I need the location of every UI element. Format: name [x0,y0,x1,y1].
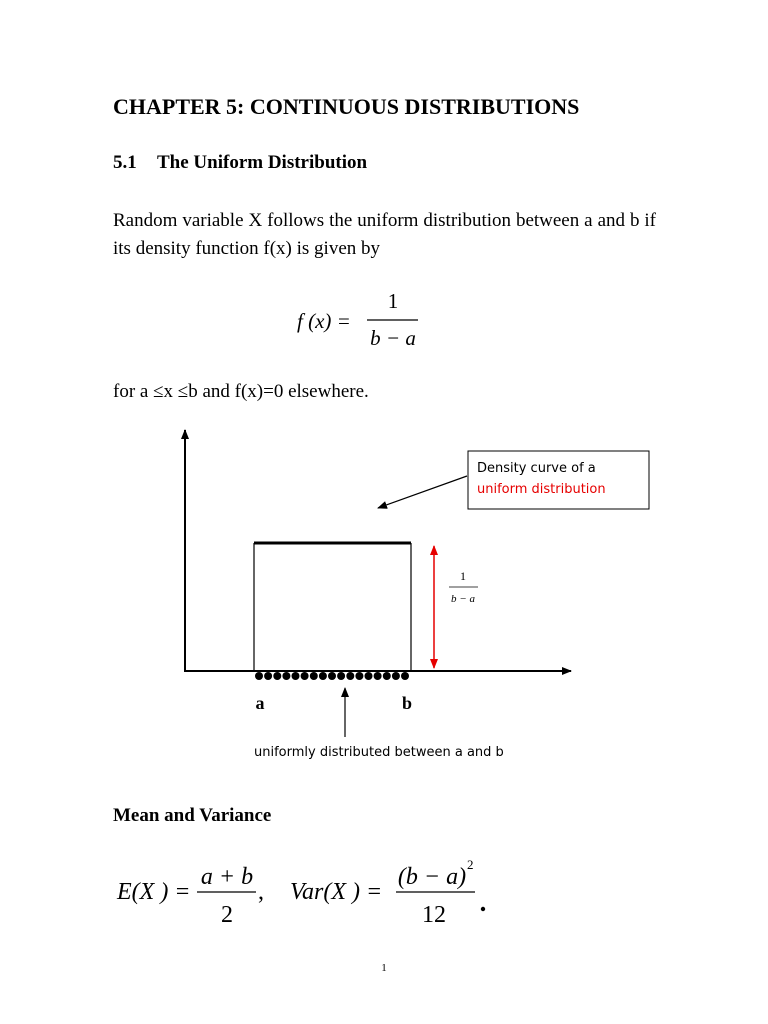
callout-line-1: Density curve of a [477,461,596,476]
height-label-numerator: 1 [460,569,466,583]
height-label-denominator: b − a [451,593,475,605]
var-numerator: (b − a) [397,864,467,890]
chapter-title: CHAPTER 5: CONTINUOUS DISTRIBUTIONS [113,94,580,119]
var-exponent: 2 [467,857,474,872]
density-formula-lhs: f (x) = [297,309,351,333]
bottom-caption: uniformly distributed between a and b [254,745,504,760]
ex-comma: , [258,879,264,905]
section-title: The Uniform Distribution [157,152,368,173]
mean-variance-heading: Mean and Variance [113,805,272,826]
label-b: b [401,693,413,713]
callout-line-2: uniform distribution [477,482,606,497]
var-denominator: 12 [422,902,446,928]
support-condition: for a ≤x ≤b and f(x)=0 elsewhere. [113,381,369,402]
density-formula-numerator: 1 [387,289,399,313]
label-a: a [255,693,265,713]
section-number: 5.1 [113,152,137,173]
var-lhs: Var(X ) = [290,879,383,905]
intro-paragraph: Random variable X follows the uniform distribution between a and b if its density function f(x) is given by [113,210,656,259]
ex-numerator: a + b [200,864,254,890]
period-dot [481,907,485,911]
page-number: 1 [381,962,387,974]
density-formula-denominator: b − a [370,326,416,350]
ex-lhs: E(X ) = [117,879,191,905]
ex-denominator: 2 [221,902,233,928]
